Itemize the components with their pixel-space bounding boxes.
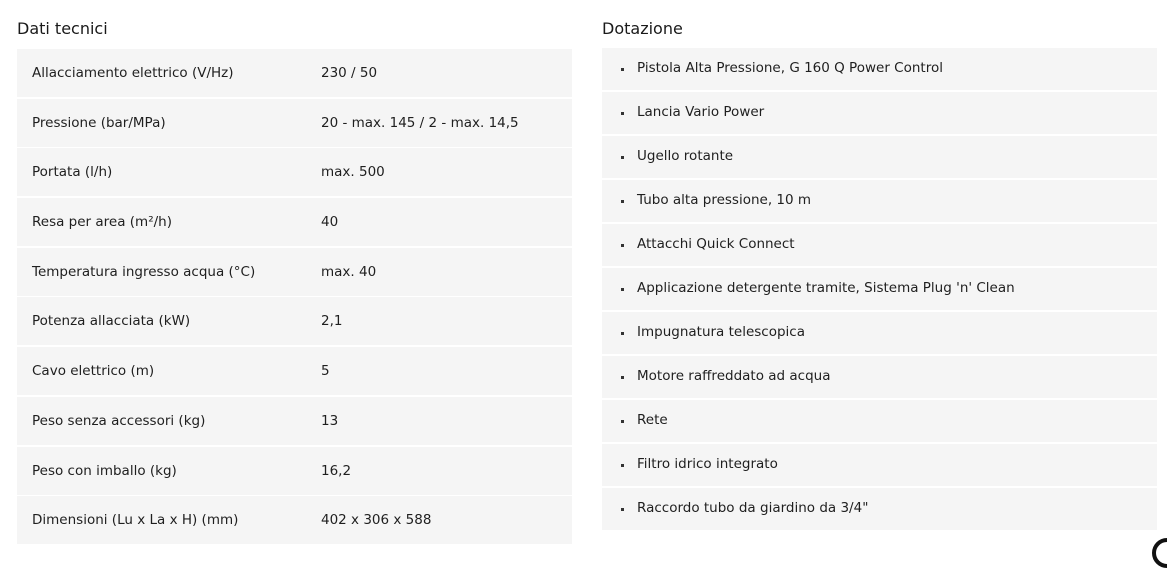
tech-value: 20 - max. 145 / 2 - max. 14,5 [321,114,519,131]
equipment-item [602,312,1157,354]
tech-row-power-cable [17,347,572,395]
tech-label: Temperatura ingresso acqua (°C) [32,263,256,280]
tech-label: Portata (l/h) [32,164,113,181]
tech-row-water-temperature [17,248,572,296]
equipment-title: Dotazione [602,19,683,38]
bullet-icon [621,420,624,423]
tech-label: Pressione (bar/MPa) [32,114,166,131]
tech-label: Peso con imballo (kg) [32,462,177,479]
bullet-icon [621,244,624,247]
tech-value: 40 [321,214,339,231]
tech-value: max. 40 [321,263,377,280]
tech-value: 13 [321,412,339,429]
tech-label: Resa per area (m²/h) [32,214,172,231]
equipment-item-label: Attacchi Quick Connect [637,236,795,252]
tech-row-pressure [17,99,572,147]
tech-row-connected-load [17,297,572,345]
tech-value: 5 [321,363,330,380]
equipment-item-label: Impugnatura telescopica [637,324,806,340]
bullet-icon [621,508,624,511]
equipment-item [602,444,1157,486]
tech-specs-table [17,49,572,546]
tech-value: 2,1 [321,313,343,330]
bullet-icon [621,156,624,159]
bullet-icon [621,68,624,71]
equipment-item-label: Pistola Alta Pressione, G 160 Q Power Control [637,60,943,76]
tech-value: 16,2 [321,462,352,479]
bullet-icon [621,288,624,291]
tech-row-weight-packaged [17,447,572,495]
equipment-item [602,224,1157,266]
bullet-icon [621,112,624,115]
tech-specs-title: Dati tecnici [17,19,108,38]
equipment-item [602,180,1157,222]
equipment-item [602,48,1157,90]
equipment-item-label: Raccordo tubo da giardino da 3/4" [637,500,869,516]
equipment-item [602,356,1157,398]
tech-row-flow-rate [17,148,572,196]
equipment-item-label: Motore raffreddato ad acqua [637,368,831,384]
tech-value: max. 500 [321,164,385,181]
bullet-icon [621,332,624,335]
tech-label: Peso senza accessori (kg) [32,412,206,429]
equipment-item-label: Filtro idrico integrato [637,456,778,472]
equipment-item-label: Lancia Vario Power [637,104,765,120]
equipment-item [602,268,1157,310]
tech-row-power-supply [17,49,572,97]
tech-label: Cavo elettrico (m) [32,363,155,380]
scroll-top-button[interactable] [1152,538,1167,568]
bullet-icon [621,376,624,379]
equipment-item [602,400,1157,442]
equipment-list [602,48,1157,532]
bullet-icon [621,464,624,467]
tech-label: Allacciamento elettrico (V/Hz) [32,65,234,81]
tech-row-area-performance [17,198,572,246]
tech-value: 230 / 50 [321,65,378,81]
equipment-item-label: Ugello rotante [637,148,734,164]
tech-label: Dimensioni (Lu x La x H) (mm) [32,512,239,529]
equipment-item [602,488,1157,530]
equipment-item [602,92,1157,134]
equipment-item-label: Applicazione detergente tramite, Sistema Plug 'n' Clean [637,280,1015,296]
tech-value: 402 x 306 x 588 [321,512,432,529]
bullet-icon [621,200,624,203]
tech-label: Potenza allacciata (kW) [32,313,191,330]
equipment-item-label: Tubo alta pressione, 10 m [637,192,812,208]
tech-row-weight [17,397,572,445]
tech-row-dimensions [17,496,572,544]
equipment-item [602,136,1157,178]
equipment-item-label: Rete [637,412,668,428]
